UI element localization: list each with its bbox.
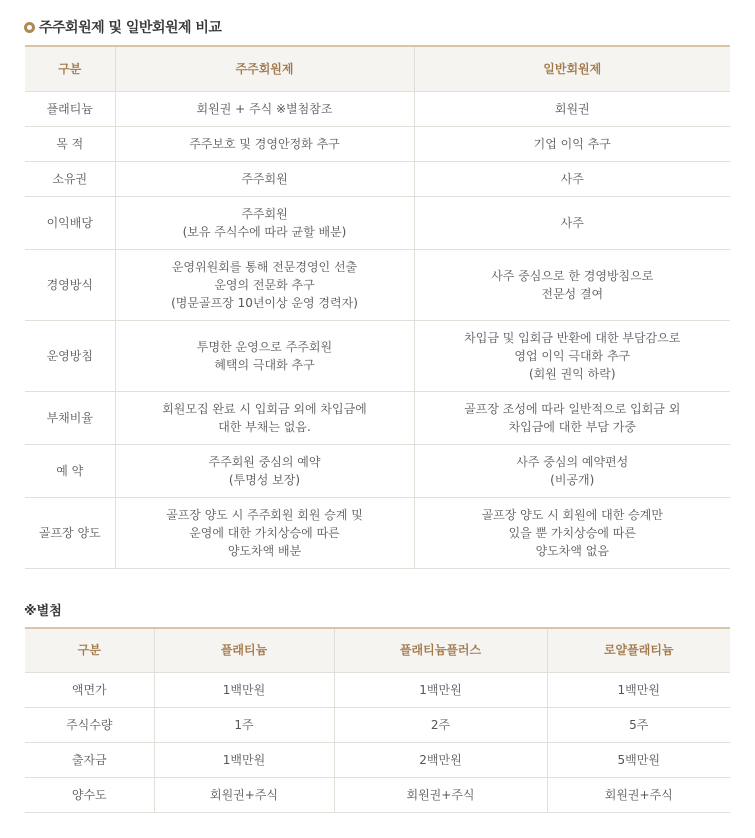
section-title [24,16,221,38]
general-cell [414,249,730,320]
appendix-cell: 2주 [334,707,547,742]
cell-line: 주주회원 [241,206,288,221]
appendix-cell: 1백만원 [547,672,730,707]
row-label: 목 적 [25,126,115,161]
appendix-cell: 회원권+주식 [154,777,334,812]
appendix-cell: 회원권+주식 [547,777,730,812]
appendix-row [25,742,730,777]
table-row [25,91,730,126]
cell-line: 전문성 결여 [541,286,604,301]
table-row [25,196,730,249]
cell-line: 운영에 대한 가치상승에 따른 [189,525,340,540]
cell-line: 차입금에 대한 부담 가중 [508,419,636,434]
general-cell [414,497,730,568]
cell-line: (비공개) [550,472,595,487]
shareholder-cell [115,161,414,196]
cell-line: 회원권 [554,101,590,116]
table-row [25,320,730,391]
general-cell [414,320,730,391]
general-cell [414,126,730,161]
appendix-header-category: 구분 [25,628,154,672]
cell-line: (명문골프장 10년이상 운영 경력자) [171,295,358,310]
cell-line: 회원권 + 주식 ※별첨참조 [196,101,333,116]
appendix-cell: 1백만원 [334,672,547,707]
cell-line: 골프장 조성에 따라 일반적으로 입회금 외 [464,401,681,416]
appendix-row-label: 출자금 [25,742,154,777]
table-row [25,391,730,444]
cell-line: 사주 중심으로 한 경영방침으로 [491,268,654,283]
appendix-cell: 5백만원 [547,742,730,777]
cell-line: 사주 [560,171,584,186]
comparison-header-row [25,46,730,91]
cell-line: 사주 중심의 예약편성 [516,454,629,469]
cell-line: (투명성 보장) [228,472,301,487]
cell-line: (보유 주식수에 따라 균할 배분) [182,224,347,239]
cell-line: 주주회원 중심의 예약 [208,454,321,469]
cell-line: 양도차액 없음 [535,543,609,558]
shareholder-cell [115,249,414,320]
appendix-header-platinum: 플래티늄 [154,628,334,672]
appendix-cell: 1주 [154,707,334,742]
shareholder-cell [115,391,414,444]
shareholder-cell [115,91,414,126]
row-label: 이익배당 [25,196,115,249]
table-row [25,161,730,196]
appendix-row [25,777,730,812]
general-cell [414,444,730,497]
general-cell [414,161,730,196]
cell-line: 골프장 양도 시 주주회원 회원 승계 및 [166,507,363,522]
appendix-cell: 회원권+주식 [334,777,547,812]
appendix-row-label: 양수도 [25,777,154,812]
table-row [25,249,730,320]
row-label: 플래티늄 [25,91,115,126]
appendix-header-row [25,628,730,672]
header-category: 구분 [25,46,115,91]
appendix-row [25,707,730,742]
appendix-header-platinum-plus: 플래티늄플러스 [334,628,547,672]
row-label: 부채비율 [25,391,115,444]
cell-line: (회원 권익 하락) [528,366,616,381]
cell-line: 운영의 전문화 추구 [214,277,315,292]
appendix-row-label: 액면가 [25,672,154,707]
general-cell [414,391,730,444]
appendix-cell: 2백만원 [334,742,547,777]
shareholder-cell [115,497,414,568]
cell-line: 사주 [560,215,584,230]
shareholder-cell [115,320,414,391]
cell-line: 차입금 및 입회금 반환에 대한 부담감으로 [464,330,681,345]
appendix-title: ※별첨 [24,604,62,619]
appendix-row-label: 주식수량 [25,707,154,742]
row-label: 소유권 [25,161,115,196]
cell-line: 대한 부채는 없음. [218,419,311,434]
header-general: 일반회원제 [414,46,730,91]
general-cell [414,91,730,126]
table-row [25,497,730,568]
cell-line: 주주회원 [241,171,288,186]
header-shareholder: 주주회원제 [115,46,414,91]
row-label: 골프장 양도 [25,497,115,568]
appendix-header-royal-platinum: 로얄플래티늄 [547,628,730,672]
cell-line: 있을 뿐 가치상승에 따른 [508,525,636,540]
table-row [25,126,730,161]
comparison-table [25,45,730,569]
cell-line: 골프장 양도 시 회원에 대한 승계만 [481,507,663,522]
appendix-cell: 5주 [547,707,730,742]
appendix-table [25,627,730,813]
cell-line: 운영위원회를 통해 전문경영인 선출 [171,259,358,274]
cell-line: 회원모집 완료 시 입회금 외에 차입금에 [162,401,367,416]
shareholder-cell [115,444,414,497]
row-label: 운영방침 [25,320,115,391]
cell-line: 영업 이익 극대화 추구 [514,348,631,363]
shareholder-cell [115,196,414,249]
cell-line: 기업 이익 추구 [533,136,611,151]
appendix-cell: 1백만원 [154,672,334,707]
row-label: 예 약 [25,444,115,497]
appendix-row [25,672,730,707]
circle-bullet-icon [24,22,35,33]
cell-line: 주주보호 및 경영안정화 추구 [189,136,340,151]
table-row [25,444,730,497]
cell-line: 양도차액 배분 [227,543,302,558]
cell-line: 혜택의 극대화 추구 [214,357,315,372]
appendix-cell: 1백만원 [154,742,334,777]
shareholder-cell [115,126,414,161]
general-cell [414,196,730,249]
row-label: 경영방식 [25,249,115,320]
cell-line: 투명한 운영으로 주주회원 [196,339,333,354]
section-title-text: 주주회원제 및 일반회원제 비교 [39,20,222,36]
